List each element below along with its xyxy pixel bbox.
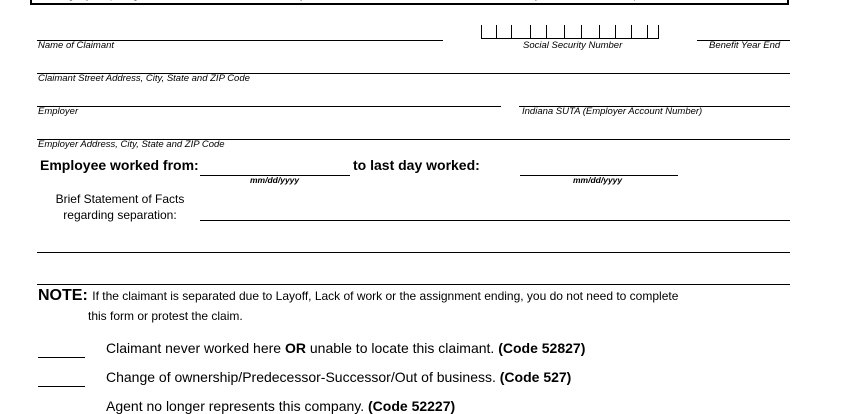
employer-field[interactable] xyxy=(37,106,501,107)
facts-line-1[interactable] xyxy=(200,220,790,221)
facts-label-line2: regarding separation: xyxy=(63,208,177,222)
option-2 xyxy=(106,369,571,385)
option-1-checkline[interactable] xyxy=(38,357,85,358)
suta-label: Indiana SUTA (Employer Account Number) xyxy=(522,106,703,117)
ssn-label: Social Security Number xyxy=(523,40,623,51)
option-1-text-after: unable to locate this claimant. xyxy=(305,340,499,356)
employer-address-label: Employer Address, City, State and ZIP Code xyxy=(38,139,225,150)
option-1-text: Claimant never worked here xyxy=(106,340,285,356)
disclosure-notice-box xyxy=(30,0,789,5)
benefit-year-end-label: Benefit Year End xyxy=(709,40,781,51)
option-1 xyxy=(106,340,585,356)
facts-label xyxy=(50,191,190,223)
ssn-field[interactable] xyxy=(481,25,659,39)
note-line-2: this form or protest the claim. xyxy=(88,309,243,323)
worked-from-label: Employee worked from: xyxy=(40,157,199,173)
employer-label: Employer xyxy=(38,106,79,117)
disclosure-notice xyxy=(47,0,707,1)
option-1-or: OR xyxy=(284,340,306,356)
last-day-format: mm/dd/yyyy xyxy=(573,175,623,185)
option-2-code: (Code 527) xyxy=(499,369,572,385)
option-1-code: (Code 52827) xyxy=(498,340,586,356)
worked-from-format: mm/dd/yyyy xyxy=(250,175,300,185)
note-paragraph xyxy=(38,287,678,305)
option-2-checkline[interactable] xyxy=(38,386,85,387)
facts-line-2[interactable] xyxy=(37,252,790,253)
option-3-code: (Code 52227) xyxy=(368,398,456,414)
claimant-name-label: Name of Claimant xyxy=(38,40,115,51)
facts-label-line1: Brief Statement of Facts xyxy=(55,192,185,206)
note-heading: NOTE: xyxy=(38,287,88,304)
note-line-1: If the claimant is separated due to Layoff, Lack of work or the assignment ending, you do not need to complete xyxy=(92,289,679,303)
option-3 xyxy=(106,398,455,414)
claimant-address-label: Claimant Street Address, City, State and ZIP Code xyxy=(38,73,250,84)
last-day-label: to last day worked: xyxy=(353,157,480,173)
option-3-text: Agent no longer represents this company. xyxy=(106,398,369,414)
option-2-text: Change of ownership/Predecessor-Successor/Out of business. xyxy=(106,369,500,385)
facts-line-3[interactable] xyxy=(37,284,790,285)
